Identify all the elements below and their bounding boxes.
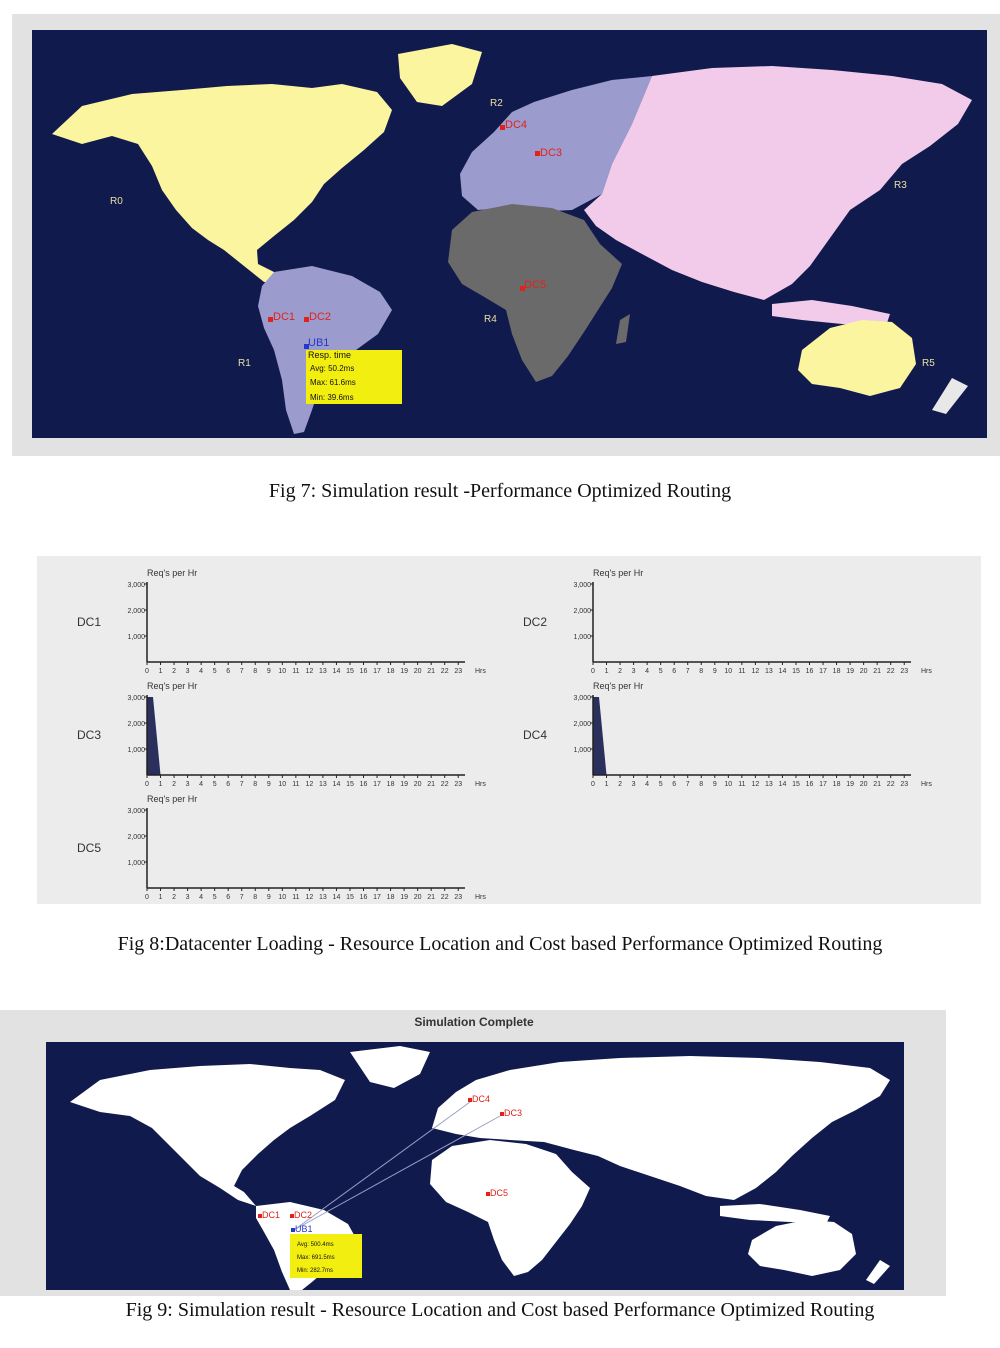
fig8-x-tick-label: 16	[359, 781, 368, 788]
fig8-x-tick-label: 10	[724, 781, 733, 788]
fig8-x-tick-label: 11	[292, 781, 300, 788]
fig7-dc2-label: DC2	[309, 311, 332, 323]
fig9-title: Simulation Complete	[414, 1015, 534, 1029]
fig9-dc2-label: DC2	[294, 1210, 313, 1220]
fig8-x-tick-label: 12	[305, 781, 314, 788]
fig8-x-tick-label: 13	[319, 894, 327, 901]
fig8-x-unit-label: Hrs	[475, 668, 486, 675]
fig8-y-tick-label: 2,000	[573, 608, 591, 615]
fig8-x-tick-label: 7	[685, 781, 690, 788]
fig8-x-tick-label: 17	[373, 668, 381, 675]
fig8-x-tick-label: 18	[832, 668, 841, 675]
fig8-x-tick-label: 13	[765, 668, 773, 675]
fig8-x-tick-label: 3	[631, 668, 636, 675]
fig8-y-tick-label: 3,000	[573, 582, 591, 589]
fig8-x-tick-label: 22	[886, 668, 895, 675]
fig8-x-tick-label: 20	[859, 781, 868, 788]
fig8-y-tick-label: 2,000	[573, 721, 591, 728]
fig8-x-tick-label: 19	[400, 894, 409, 901]
fig8-x-tick-label: 17	[819, 781, 827, 788]
fig8-x-tick-label: 19	[400, 781, 409, 788]
fig8-x-tick-label: 21	[873, 668, 882, 675]
fig8-y-axis-title: Req's per Hr	[147, 568, 198, 578]
fig9-response-time-tooltip	[290, 1234, 362, 1278]
fig8-caption: Fig 8:Datacenter Loading - Resource Location and Cost based Performance Optimized Routing	[117, 933, 883, 955]
fig9-world-map	[0, 1010, 946, 1296]
fig7-region-label-r2: R2	[490, 98, 503, 109]
fig8-panel-label-dc1: DC1	[77, 615, 102, 629]
fig7-tooltip-max: Max: 61.6ms	[310, 378, 356, 387]
fig8-x-tick-label: 2	[618, 781, 623, 788]
fig8-x-tick-label: 10	[724, 668, 733, 675]
fig8-x-tick-label: 17	[373, 894, 381, 901]
fig8-x-tick-label: 20	[859, 668, 868, 675]
fig8-y-tick-label: 2,000	[127, 834, 145, 841]
fig8-x-tick-label: 13	[319, 781, 327, 788]
fig8-x-tick-label: 4	[199, 781, 204, 788]
fig9-caption: Fig 9: Simulation result - Resource Location and Cost based Performance Optimized Routing	[125, 1299, 875, 1321]
fig8-x-tick-label: 17	[373, 781, 381, 788]
fig8-x-tick-label: 15	[346, 894, 354, 901]
fig8-load-area-dc4	[593, 697, 607, 775]
fig8-x-tick-label: 13	[319, 668, 327, 675]
fig8-x-tick-label: 4	[199, 668, 204, 675]
fig8-x-tick-label: 0	[145, 668, 149, 675]
fig8-x-tick-label: 3	[185, 781, 190, 788]
fig8-y-axis-title: Req's per Hr	[593, 681, 644, 691]
fig8-x-tick-label: 6	[226, 781, 231, 788]
fig7-panel	[12, 14, 1000, 456]
fig8-x-tick-label: 19	[846, 668, 855, 675]
fig7-tooltip-min: Min: 39.6ms	[310, 393, 354, 402]
fig9-dc3-label: DC3	[504, 1108, 523, 1118]
fig8-datacenter-loading-charts	[37, 556, 981, 904]
fig8-x-tick-label: 19	[846, 781, 855, 788]
fig8-x-tick-label: 7	[685, 668, 690, 675]
fig8-x-tick-label: 14	[778, 781, 787, 788]
fig8-x-tick-label: 18	[386, 781, 395, 788]
fig8-x-tick-label: 8	[253, 894, 258, 901]
fig8-x-unit-label: Hrs	[921, 668, 932, 675]
fig7-region-label-r1: R1	[238, 358, 251, 369]
fig8-y-axis-title: Req's per Hr	[593, 568, 644, 578]
fig8-x-tick-label: 9	[266, 894, 271, 901]
fig9-panel	[0, 1010, 946, 1296]
fig7-region-label-r5: R5	[922, 358, 935, 369]
fig8-x-tick-label: 3	[185, 894, 190, 901]
fig8-x-tick-label: 11	[738, 668, 746, 675]
fig8-x-tick-label: 16	[805, 781, 814, 788]
fig8-x-tick-label: 5	[212, 781, 217, 788]
fig7-caption: Fig 7: Simulation result -Performance Optimized Routing	[268, 480, 732, 502]
fig8-x-tick-label: 6	[672, 668, 677, 675]
fig8-x-tick-label: 14	[332, 894, 341, 901]
fig8-x-tick-label: 10	[278, 781, 287, 788]
fig8-x-tick-label: 4	[645, 668, 650, 675]
fig8-panel	[37, 556, 981, 904]
fig8-x-tick-label: 23	[454, 781, 463, 788]
fig7-region-label-r4: R4	[484, 314, 497, 325]
fig8-x-tick-label: 9	[712, 668, 717, 675]
fig8-panel-label-dc2: DC2	[523, 615, 548, 629]
fig8-x-tick-label: 15	[792, 668, 800, 675]
fig8-x-tick-label: 9	[266, 781, 271, 788]
fig8-x-tick-label: 3	[185, 668, 190, 675]
fig8-y-tick-label: 3,000	[127, 695, 145, 702]
fig8-x-tick-label: 14	[332, 668, 341, 675]
fig8-x-tick-label: 0	[591, 668, 595, 675]
fig8-x-tick-label: 21	[427, 894, 436, 901]
fig8-x-tick-label: 1	[158, 894, 163, 901]
fig8-x-tick-label: 22	[440, 668, 449, 675]
fig8-x-tick-label: 22	[440, 894, 449, 901]
fig8-x-tick-label: 5	[212, 894, 217, 901]
fig8-x-tick-label: 2	[172, 894, 177, 901]
fig8-x-tick-label: 5	[658, 781, 663, 788]
fig8-x-tick-label: 7	[239, 668, 244, 675]
fig8-y-axis-title: Req's per Hr	[147, 794, 198, 804]
fig8-x-tick-label: 21	[427, 668, 436, 675]
fig8-x-tick-label: 11	[738, 781, 746, 788]
fig8-x-tick-label: 1	[604, 668, 609, 675]
fig7-region-label-r0: R0	[110, 196, 123, 207]
fig9-tooltip-max: Max: 691.5ms	[297, 1255, 335, 1261]
fig8-x-tick-label: 2	[172, 668, 177, 675]
fig7-response-time-tooltip	[306, 350, 402, 404]
fig8-x-tick-label: 4	[199, 894, 204, 901]
fig8-x-tick-label: 15	[792, 781, 800, 788]
fig8-x-tick-label: 1	[158, 668, 163, 675]
fig8-x-tick-label: 5	[658, 668, 663, 675]
fig8-x-tick-label: 14	[332, 781, 341, 788]
fig8-x-unit-label: Hrs	[475, 894, 486, 901]
fig8-x-tick-label: 8	[253, 668, 258, 675]
fig8-x-tick-label: 12	[305, 668, 314, 675]
fig8-y-axis-title: Req's per Hr	[147, 681, 198, 691]
fig8-y-tick-label: 3,000	[127, 808, 145, 815]
fig8-x-tick-label: 6	[672, 781, 677, 788]
fig8-x-tick-label: 20	[413, 668, 422, 675]
fig8-x-tick-label: 20	[413, 781, 422, 788]
fig7-dc4-label: DC4	[505, 119, 528, 131]
fig8-y-tick-label: 1,000	[127, 860, 145, 867]
fig8-panel-label-dc4: DC4	[523, 728, 548, 742]
fig8-x-tick-label: 23	[900, 668, 909, 675]
fig8-panel-label-dc3: DC3	[77, 728, 102, 742]
fig8-x-tick-label: 20	[413, 894, 422, 901]
fig7-tooltip-title: Resp. time	[308, 350, 352, 360]
fig7-dc3-label: DC3	[540, 147, 563, 159]
fig7-ub1-label: UB1	[308, 337, 330, 349]
fig7-dc5-label: DC5	[524, 279, 547, 291]
fig8-x-unit-label: Hrs	[921, 781, 932, 788]
fig8-x-tick-label: 19	[400, 668, 409, 675]
fig8-y-tick-label: 1,000	[573, 634, 591, 641]
fig8-x-tick-label: 12	[751, 781, 760, 788]
fig8-load-area-dc3	[147, 697, 161, 775]
fig7-region-label-r3: R3	[894, 180, 907, 191]
fig8-x-tick-label: 0	[145, 781, 149, 788]
fig8-x-tick-label: 22	[440, 781, 449, 788]
fig8-x-tick-label: 23	[454, 894, 463, 901]
fig8-x-tick-label: 0	[145, 894, 149, 901]
fig8-x-tick-label: 5	[212, 668, 217, 675]
fig8-x-tick-label: 10	[278, 668, 287, 675]
fig8-x-tick-label: 16	[359, 894, 368, 901]
fig8-x-tick-label: 7	[239, 894, 244, 901]
fig8-y-tick-label: 2,000	[127, 608, 145, 615]
fig8-x-tick-label: 9	[712, 781, 717, 788]
fig8-y-tick-label: 3,000	[127, 582, 145, 589]
fig8-x-tick-label: 14	[778, 668, 787, 675]
fig8-y-tick-label: 1,000	[573, 747, 591, 754]
fig8-y-tick-label: 1,000	[127, 634, 145, 641]
fig8-x-tick-label: 2	[618, 668, 623, 675]
fig8-x-tick-label: 12	[305, 894, 314, 901]
fig8-x-tick-label: 13	[765, 781, 773, 788]
fig8-x-unit-label: Hrs	[475, 781, 486, 788]
fig8-y-tick-label: 2,000	[127, 721, 145, 728]
fig8-x-tick-label: 3	[631, 781, 636, 788]
fig8-x-tick-label: 2	[172, 781, 177, 788]
fig8-x-tick-label: 16	[805, 668, 814, 675]
fig8-x-tick-label: 17	[819, 668, 827, 675]
fig8-x-tick-label: 10	[278, 894, 287, 901]
fig7-tooltip-avg: Avg: 50.2ms	[310, 364, 355, 373]
fig8-x-tick-label: 8	[253, 781, 258, 788]
fig9-tooltip-min: Min: 282.7ms	[297, 1268, 334, 1274]
fig8-y-tick-label: 1,000	[127, 747, 145, 754]
fig9-dc1-label: DC1	[262, 1210, 281, 1220]
fig8-y-tick-label: 3,000	[573, 695, 591, 702]
fig9-dc5-label: DC5	[490, 1188, 509, 1198]
fig8-x-tick-label: 9	[266, 668, 271, 675]
fig8-x-tick-label: 21	[873, 781, 882, 788]
fig8-x-tick-label: 11	[292, 668, 300, 675]
fig8-x-tick-label: 6	[226, 668, 231, 675]
fig8-x-tick-label: 21	[427, 781, 436, 788]
fig8-x-tick-label: 18	[386, 668, 395, 675]
fig9-tooltip-avg: Avg: 500.4ms	[297, 1242, 334, 1248]
fig8-panel-label-dc5: DC5	[77, 841, 102, 855]
fig8-x-tick-label: 8	[699, 668, 704, 675]
fig8-x-tick-label: 16	[359, 668, 368, 675]
fig7-world-map	[12, 14, 1000, 456]
fig8-x-tick-label: 23	[454, 668, 463, 675]
fig8-x-tick-label: 22	[886, 781, 895, 788]
fig8-x-tick-label: 6	[226, 894, 231, 901]
fig8-x-tick-label: 23	[900, 781, 909, 788]
fig9-ub1-label: UB1	[295, 1224, 313, 1234]
fig8-x-tick-label: 12	[751, 668, 760, 675]
fig8-x-tick-label: 1	[604, 781, 609, 788]
fig8-x-tick-label: 15	[346, 781, 354, 788]
fig8-x-tick-label: 18	[386, 894, 395, 901]
fig8-x-tick-label: 8	[699, 781, 704, 788]
fig8-x-tick-label: 4	[645, 781, 650, 788]
fig8-x-tick-label: 7	[239, 781, 244, 788]
fig8-x-tick-label: 1	[158, 781, 163, 788]
fig8-x-tick-label: 18	[832, 781, 841, 788]
fig8-x-tick-label: 15	[346, 668, 354, 675]
fig9-dc4-label: DC4	[472, 1094, 491, 1104]
fig8-x-tick-label: 0	[591, 781, 595, 788]
fig8-x-tick-label: 11	[292, 894, 300, 901]
fig7-dc1-label: DC1	[273, 311, 296, 323]
